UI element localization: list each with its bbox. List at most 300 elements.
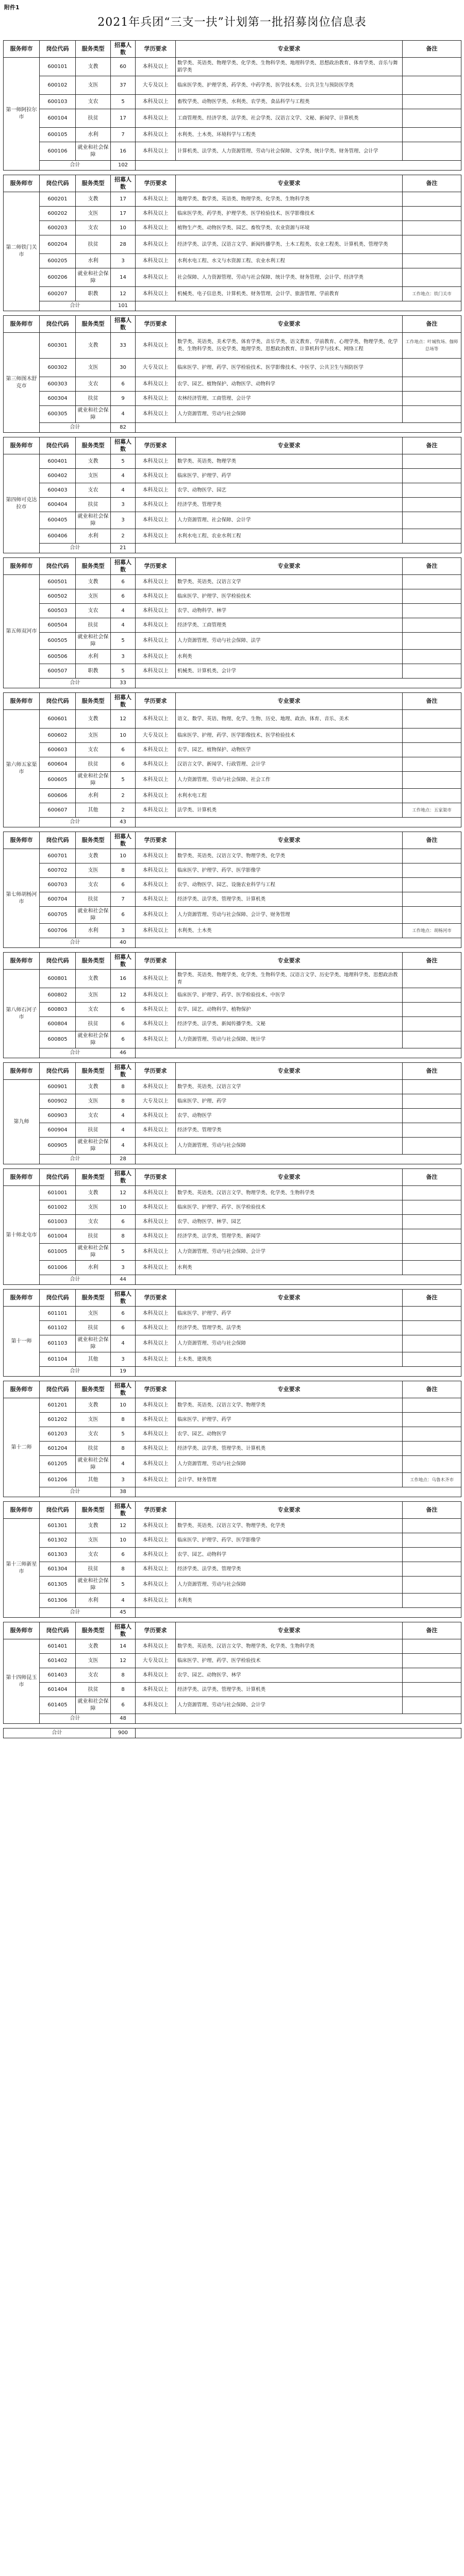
- table-row: [4, 1413, 461, 1427]
- position-code: 601002: [40, 1200, 76, 1215]
- table-row: [4, 1533, 461, 1548]
- education-requirement: 本科及以上: [136, 142, 176, 161]
- major-requirement: 经济学类、法学类、管理学类、计算机类: [176, 1683, 403, 1697]
- subtotal-row: [4, 1608, 461, 1618]
- service-type: 支医: [76, 76, 111, 95]
- remark: [403, 192, 461, 207]
- column-header: 岗位代码: [40, 175, 76, 192]
- major-requirement: 农学、动物医学、园艺、设施农业科学与工程: [176, 878, 403, 892]
- major-requirement: 数学类、英语类、汉语言文学、物理学类、化学类: [176, 1519, 403, 1533]
- remark: [403, 970, 461, 988]
- service-type: 扶贫: [76, 1321, 111, 1335]
- service-type: 支教: [76, 192, 111, 207]
- table-header-row: [4, 953, 461, 970]
- table-row: [4, 142, 461, 161]
- recruit-count: 6: [111, 757, 136, 772]
- education-requirement: 本科及以上: [136, 1244, 176, 1261]
- recruit-count: 10: [111, 1200, 136, 1215]
- recruit-count: 12: [111, 287, 136, 301]
- position-code: 600402: [40, 469, 76, 483]
- column-header: 招募人数: [111, 1381, 136, 1398]
- position-code: 600904: [40, 1123, 76, 1138]
- major-requirement: 临床医学、护理、药学、医学检验技术、医学影像技术、中医学、公共卫生与预防医学: [176, 359, 403, 377]
- remark: [403, 512, 461, 529]
- table-row: [4, 1697, 461, 1714]
- recruit-count: 6: [111, 575, 136, 589]
- remark: [403, 454, 461, 469]
- service-type: 扶贫: [76, 1229, 111, 1244]
- service-type: 就业和社会保障: [76, 633, 111, 650]
- column-header: 服务类型: [76, 1063, 111, 1080]
- service-type: 支医: [76, 469, 111, 483]
- education-requirement: 本科及以上: [136, 1668, 176, 1683]
- remark: 工作地点：乌鲁木齐市: [403, 1473, 461, 1487]
- subtotal-blank: [136, 544, 461, 553]
- service-type: 就业和社会保障: [76, 772, 111, 789]
- recruit-count: 6: [111, 1307, 136, 1321]
- education-requirement: 本科及以上: [136, 406, 176, 423]
- division-name: 第一师阿拉尔市: [4, 58, 40, 171]
- major-requirement: 水利水电工程、农业水利工程: [176, 529, 403, 544]
- recruit-count: 12: [111, 1654, 136, 1668]
- remark: [403, 1562, 461, 1577]
- subtotal-row: [4, 1487, 461, 1497]
- education-requirement: 本科及以上: [136, 1229, 176, 1244]
- column-header: 学历要求: [136, 1622, 176, 1639]
- service-type: 支医: [76, 1413, 111, 1427]
- position-code: 600507: [40, 664, 76, 679]
- column-header: 服务类型: [76, 558, 111, 575]
- recruit-count: 7: [111, 128, 136, 142]
- recruit-count: 33: [111, 333, 136, 359]
- major-requirement: 地理学类、数学类、英语类、物理学类、化学类、生物科学类: [176, 192, 403, 207]
- service-type: 扶贫: [76, 1562, 111, 1577]
- recruit-count: 37: [111, 76, 136, 95]
- service-type: 扶贫: [76, 1017, 111, 1031]
- position-code: 600401: [40, 454, 76, 469]
- column-header: 服务师市: [4, 1381, 40, 1398]
- service-type: 职教: [76, 664, 111, 679]
- service-type: 支农: [76, 878, 111, 892]
- service-type: 支教: [76, 1398, 111, 1413]
- service-type: 支医: [76, 1533, 111, 1548]
- major-requirement: 人力资源管理、劳动与社会保障: [176, 1138, 403, 1155]
- position-code: 601205: [40, 1456, 76, 1473]
- position-code: 600201: [40, 192, 76, 207]
- division-table: [3, 1168, 461, 1285]
- column-header: 岗位代码: [40, 953, 76, 970]
- subtotal-label: 合计: [40, 1608, 111, 1618]
- table-row: [4, 1094, 461, 1109]
- division-table: [3, 1622, 461, 1724]
- position-code: 600903: [40, 1109, 76, 1123]
- position-code: 601103: [40, 1335, 76, 1352]
- table-row: [4, 221, 461, 235]
- major-requirement: 临床医学、护理学、药学、医学检验技术: [176, 1200, 403, 1215]
- service-type: 扶贫: [76, 1442, 111, 1456]
- service-type: 就业和社会保障: [76, 1456, 111, 1473]
- recruit-count: 4: [111, 1456, 136, 1473]
- position-code: 600902: [40, 1094, 76, 1109]
- table-row: [4, 1683, 461, 1697]
- grand-total-table: [3, 1728, 461, 1738]
- position-code: 600207: [40, 287, 76, 301]
- remark: [403, 743, 461, 757]
- major-requirement: 经济学类、法学类、管理学类、计算机类: [176, 892, 403, 907]
- position-code: 601102: [40, 1321, 76, 1335]
- document-title: 2021年兵团“三支一扶”计划第一批招募岗位信息表: [97, 16, 367, 29]
- position-code: 601301: [40, 1519, 76, 1533]
- remark: [403, 1427, 461, 1442]
- remark: [403, 1683, 461, 1697]
- recruit-count: 4: [111, 1138, 136, 1155]
- remark: [403, 618, 461, 633]
- education-requirement: 本科及以上: [136, 454, 176, 469]
- subtotal-value: 48: [111, 1714, 136, 1724]
- education-requirement: 本科及以上: [136, 254, 176, 268]
- table-row: [4, 907, 461, 924]
- recruit-count: 8: [111, 1229, 136, 1244]
- subtotal-label: 合计: [40, 544, 111, 553]
- subtotal-blank: [136, 818, 461, 827]
- subtotal-label: 合计: [40, 679, 111, 688]
- recruit-count: 4: [111, 1123, 136, 1138]
- division-table: [3, 40, 461, 171]
- position-code: 600905: [40, 1138, 76, 1155]
- recruit-count: 8: [111, 863, 136, 878]
- division-name: 第十四师昆玉市: [4, 1639, 40, 1724]
- remark: [403, 1307, 461, 1321]
- major-requirement: 临床医学、护理学、药学、医学影像学: [176, 863, 403, 878]
- position-code: 601306: [40, 1594, 76, 1608]
- table-gap: [3, 1058, 461, 1062]
- education-requirement: 本科及以上: [136, 970, 176, 988]
- major-requirement: 数学类、英语类、汉语言文学、物理学类、化学类、生物科学类: [176, 1186, 403, 1200]
- table-row: [4, 333, 461, 359]
- education-requirement: 本科及以上: [136, 392, 176, 406]
- recruit-count: 12: [111, 1519, 136, 1533]
- position-code: 601305: [40, 1577, 76, 1594]
- service-type: 支教: [76, 333, 111, 359]
- remark: [403, 1229, 461, 1244]
- recruit-count: 5: [111, 772, 136, 789]
- column-header: 专业要求: [176, 1502, 403, 1519]
- position-code: 600506: [40, 650, 76, 664]
- position-code: 600406: [40, 529, 76, 544]
- recruit-count: 2: [111, 803, 136, 818]
- column-header: 服务师市: [4, 693, 40, 710]
- major-requirement: 人力资源管理、社会保障、会计学: [176, 512, 403, 529]
- major-requirement: 数学类、英语类、物理学类、化学类、生物科学类、汉语言文学、历史学类、地理科学类、思想政治教育: [176, 970, 403, 988]
- service-type: 其他: [76, 1473, 111, 1487]
- education-requirement: 本科及以上: [136, 333, 176, 359]
- column-header: 服务类型: [76, 41, 111, 58]
- major-requirement: 农学、动物科学、林学: [176, 604, 403, 618]
- position-code: 600101: [40, 58, 76, 76]
- table-row: [4, 469, 461, 483]
- service-type: 水利: [76, 254, 111, 268]
- position-code: 600106: [40, 142, 76, 161]
- table-header-row: [4, 558, 461, 575]
- table-row: [4, 483, 461, 498]
- table-row: [4, 1519, 461, 1533]
- position-code: 600404: [40, 498, 76, 512]
- division-name: 第三师图木舒克市: [4, 333, 40, 433]
- column-header: 专业要求: [176, 1622, 403, 1639]
- subtotal-row: [4, 1048, 461, 1058]
- column-header: 专业要求: [176, 437, 403, 454]
- service-type: 支农: [76, 483, 111, 498]
- major-requirement: 农学、动物医学、园艺: [176, 483, 403, 498]
- subtotal-blank: [136, 423, 461, 433]
- education-requirement: 本科及以上: [136, 892, 176, 907]
- subtotal-label: 合计: [40, 1367, 111, 1377]
- position-code: 600301: [40, 333, 76, 359]
- remark: [403, 757, 461, 772]
- position-code: 601403: [40, 1668, 76, 1683]
- remark: [403, 878, 461, 892]
- remark: [403, 1456, 461, 1473]
- division-name: 第七师胡杨河市: [4, 849, 40, 948]
- table-row: [4, 1244, 461, 1261]
- service-type: 支农: [76, 1548, 111, 1562]
- subtotal-row: [4, 1275, 461, 1285]
- column-header: 专业要求: [176, 1381, 403, 1398]
- remark: [403, 1442, 461, 1456]
- column-header: 服务师市: [4, 1063, 40, 1080]
- table-row: [4, 1080, 461, 1094]
- education-requirement: 本科及以上: [136, 1123, 176, 1138]
- service-type: 支医: [76, 1200, 111, 1215]
- education-requirement: 本科及以上: [136, 589, 176, 604]
- service-type: 就业和社会保障: [76, 1335, 111, 1352]
- position-code: 600206: [40, 268, 76, 287]
- major-requirement: 临床医学、护理学、医学检验技术: [176, 589, 403, 604]
- table-gap: [3, 1377, 461, 1381]
- major-requirement: 汉语言文学、新闻学、行政管理、会计学: [176, 757, 403, 772]
- service-type: 支教: [76, 710, 111, 728]
- service-type: 水利: [76, 529, 111, 544]
- major-requirement: 临床医学、护理、药学、医学影像技术、医学检验技术: [176, 728, 403, 743]
- service-type: 就业和社会保障: [76, 1031, 111, 1048]
- recruit-count: 4: [111, 406, 136, 423]
- column-header: 岗位代码: [40, 693, 76, 710]
- service-type: 扶贫: [76, 618, 111, 633]
- division-table: [3, 832, 461, 948]
- education-requirement: 本科及以上: [136, 710, 176, 728]
- service-type: 支农: [76, 1215, 111, 1229]
- subtotal-row: [4, 679, 461, 688]
- table-row: [4, 1017, 461, 1031]
- service-type: 支医: [76, 988, 111, 1003]
- service-type: 职教: [76, 287, 111, 301]
- remark: [403, 849, 461, 863]
- recruit-count: 3: [111, 512, 136, 529]
- column-header: 招募人数: [111, 175, 136, 192]
- division-name: 第八师石河子市: [4, 970, 40, 1058]
- service-type: 支医: [76, 1307, 111, 1321]
- service-type: 水利: [76, 924, 111, 938]
- education-requirement: 本科及以上: [136, 633, 176, 650]
- education-requirement: 本科及以上: [136, 803, 176, 818]
- position-code: 600805: [40, 1031, 76, 1048]
- major-requirement: 机械类、计算机类、会计学: [176, 664, 403, 679]
- remark: [403, 1031, 461, 1048]
- major-requirement: 人力资源管理、劳动与社会保障: [176, 1577, 403, 1594]
- major-requirement: 临床医学、护理、药学、医学检验技术: [176, 1654, 403, 1668]
- remark: [403, 221, 461, 235]
- major-requirement: 数学类、英语类、美术学类、体育学类、音乐学类、语文教育、学前教育、心理学类、物理学类、化学类、生物科学类、历史学类、地理学类、思想政治教育、计算机科学与技术、网络工程: [176, 333, 403, 359]
- education-requirement: 本科及以上: [136, 128, 176, 142]
- major-requirement: 人力资源管理、劳动与社会保障、会计学、财务管理: [176, 907, 403, 924]
- subtotal-value: 38: [111, 1487, 136, 1497]
- table-row: [4, 728, 461, 743]
- service-type: 支教: [76, 1080, 111, 1094]
- education-requirement: 本科及以上: [136, 907, 176, 924]
- table-row: [4, 575, 461, 589]
- table-gap: [3, 1285, 461, 1289]
- recruit-count: 4: [111, 1594, 136, 1608]
- column-header: 服务类型: [76, 1381, 111, 1398]
- position-code: 600705: [40, 907, 76, 924]
- remark: [403, 1577, 461, 1594]
- column-header: 专业要求: [176, 1290, 403, 1307]
- remark: [403, 604, 461, 618]
- table-row: [4, 1594, 461, 1608]
- position-code: 600601: [40, 710, 76, 728]
- remark: [403, 1519, 461, 1533]
- table-row: [4, 1352, 461, 1367]
- education-requirement: 本科及以上: [136, 1697, 176, 1714]
- major-requirement: 经济学类、管理学类: [176, 1123, 403, 1138]
- service-type: 就业和社会保障: [76, 406, 111, 423]
- column-header: 专业要求: [176, 953, 403, 970]
- table-row: [4, 58, 461, 76]
- division-table: [3, 175, 461, 311]
- recruit-count: 10: [111, 221, 136, 235]
- recruit-count: 6: [111, 589, 136, 604]
- position-code: 600203: [40, 221, 76, 235]
- table-row: [4, 618, 461, 633]
- position-code: 600804: [40, 1017, 76, 1031]
- column-header: 专业要求: [176, 558, 403, 575]
- column-header: 服务师市: [4, 1169, 40, 1186]
- column-header: 学历要求: [136, 175, 176, 192]
- education-requirement: 大专及以上: [136, 728, 176, 743]
- column-header: 服务师市: [4, 558, 40, 575]
- service-type: 就业和社会保障: [76, 1244, 111, 1261]
- remark: [403, 1244, 461, 1261]
- division-name: 第九师: [4, 1080, 40, 1164]
- remark: [403, 207, 461, 221]
- remark: 工作地点：叶城牧场、伽师总场等: [403, 333, 461, 359]
- education-requirement: 本科及以上: [136, 618, 176, 633]
- position-code: 600501: [40, 575, 76, 589]
- recruit-count: 5: [111, 454, 136, 469]
- table-gap: [3, 1164, 461, 1168]
- remark: [403, 650, 461, 664]
- remark: [403, 128, 461, 142]
- service-type: 水利: [76, 789, 111, 803]
- column-header: 备注: [403, 175, 461, 192]
- service-type: 支医: [76, 863, 111, 878]
- education-requirement: 本科及以上: [136, 1321, 176, 1335]
- service-type: 支教: [76, 575, 111, 589]
- column-header: 招募人数: [111, 558, 136, 575]
- position-code: 600303: [40, 377, 76, 392]
- major-requirement: 人力资源管理、劳动与社会保障: [176, 406, 403, 423]
- service-type: 就业和社会保障: [76, 268, 111, 287]
- position-code: 600604: [40, 757, 76, 772]
- table-row: [4, 1186, 461, 1200]
- major-requirement: 人力资源管理、劳动与社会保障、会计学: [176, 1697, 403, 1714]
- subtotal-row: [4, 1155, 461, 1164]
- column-header: 服务类型: [76, 693, 111, 710]
- recruit-count: 8: [111, 1442, 136, 1456]
- recruit-count: 6: [111, 1215, 136, 1229]
- major-requirement: 水利水电工程: [176, 789, 403, 803]
- position-code: 601104: [40, 1352, 76, 1367]
- position-code: 600605: [40, 772, 76, 789]
- table-row: [4, 892, 461, 907]
- position-code: 601101: [40, 1307, 76, 1321]
- column-header: 备注: [403, 437, 461, 454]
- recruit-count: 8: [111, 1080, 136, 1094]
- education-requirement: 大专及以上: [136, 1094, 176, 1109]
- remark: [403, 728, 461, 743]
- table-row: [4, 95, 461, 109]
- service-type: 支教: [76, 1519, 111, 1533]
- position-code: 600403: [40, 483, 76, 498]
- education-requirement: 本科及以上: [136, 1031, 176, 1048]
- service-type: 支教: [76, 970, 111, 988]
- position-code: 600505: [40, 633, 76, 650]
- table-header-row: [4, 175, 461, 192]
- major-requirement: 临床医学类、护理学类、药学类、中药学类、医学技术类、公共卫生与预防医学类: [176, 76, 403, 95]
- column-header: 服务师市: [4, 41, 40, 58]
- column-header: 服务类型: [76, 316, 111, 333]
- remark: [403, 95, 461, 109]
- subtotal-row: [4, 301, 461, 311]
- remark: [403, 892, 461, 907]
- tables-container: [3, 40, 461, 1738]
- column-header: 备注: [403, 41, 461, 58]
- education-requirement: 本科及以上: [136, 235, 176, 254]
- major-requirement: 人力资源管理、劳动与社会保障、法学: [176, 633, 403, 650]
- column-header: 学历要求: [136, 832, 176, 849]
- education-requirement: 本科及以上: [136, 268, 176, 287]
- subtotal-blank: [136, 1487, 461, 1497]
- remark: [403, 1321, 461, 1335]
- division-name: 第五师双河市: [4, 575, 40, 688]
- service-type: 支医: [76, 589, 111, 604]
- remark: [403, 907, 461, 924]
- position-code: 601401: [40, 1639, 76, 1654]
- division-name: 第十二师: [4, 1398, 40, 1497]
- column-header: 服务类型: [76, 1502, 111, 1519]
- recruit-count: 12: [111, 710, 136, 728]
- major-requirement: 农学、园艺、植物保护、动物医学: [176, 743, 403, 757]
- major-requirement: 数学类、英语类、汉语言文学: [176, 575, 403, 589]
- column-header: 服务类型: [76, 953, 111, 970]
- subtotal-value: 46: [111, 1048, 136, 1058]
- remark: [403, 633, 461, 650]
- service-type: 其他: [76, 803, 111, 818]
- major-requirement: 农学、园艺、动物科学: [176, 1548, 403, 1562]
- table-row: [4, 1548, 461, 1562]
- subtotal-value: 102: [111, 161, 136, 171]
- division-table: [3, 1501, 461, 1618]
